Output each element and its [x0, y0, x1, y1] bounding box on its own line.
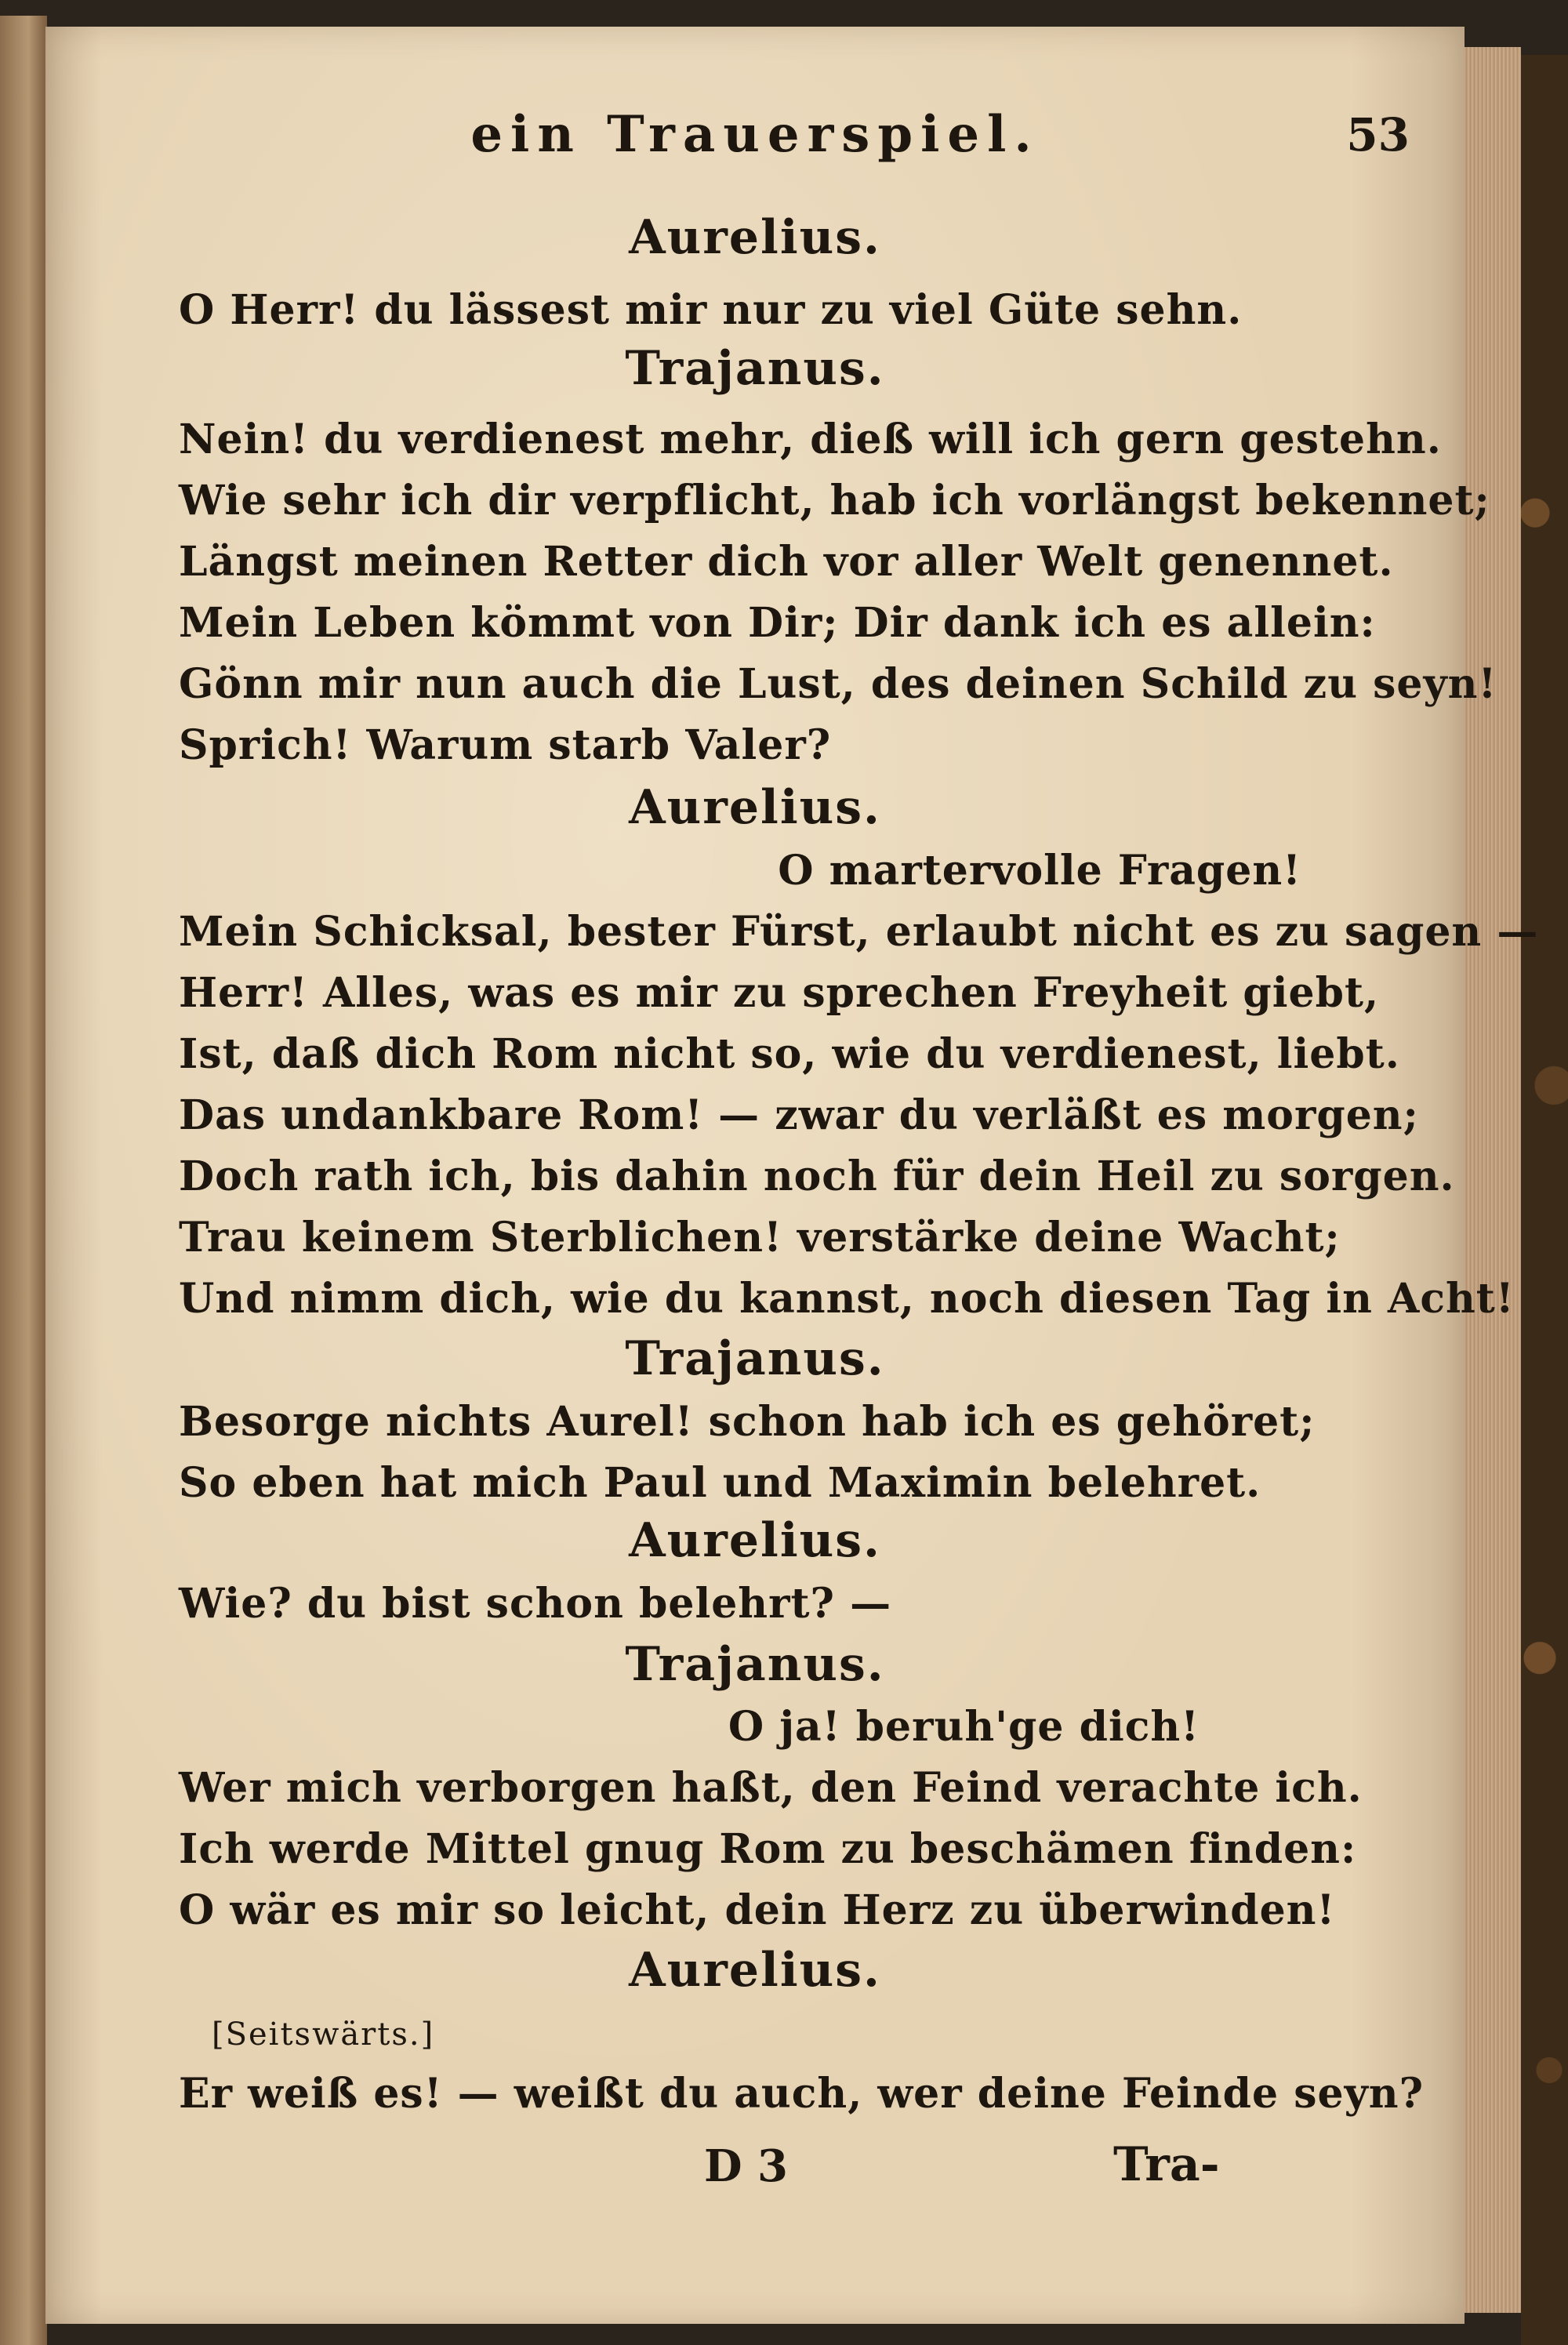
verse-line: Er weiß es! — weißt du auch, wer deine Feinde seyn? — [179, 2070, 1425, 2118]
verse-line: Herr! Alles, was es mir zu sprechen Freyheit giebt, — [179, 969, 1380, 1017]
verse-line: O Herr! du lässest mir nur zu viel Güte sehn. — [179, 286, 1243, 334]
verse-line: Mein Schicksal, bester Fürst, erlaubt nicht es zu sagen — — [179, 908, 1539, 956]
verse-line: Und nimm dich, wie du kannst, noch diesen Tag in Acht! — [179, 1275, 1515, 1323]
stage-direction: [Seitswärts.] — [212, 2016, 435, 2053]
verse-line: Ist, daß dich Rom nicht so, wie du verdienest, liebt. — [179, 1030, 1400, 1078]
page-stack — [1465, 47, 1521, 2313]
verse-line: Sprich! Warum starb Valer? — [179, 721, 832, 769]
book-cover — [1521, 55, 1568, 2345]
verse-line: O martervolle Fragen! — [778, 847, 1301, 895]
verse-line: Trau keinem Sterblichen! verstärke deine Wacht; — [179, 1214, 1341, 1261]
speaker-aurelius: Aurelius. — [629, 780, 881, 835]
verse-line: Doch rath ich, bis dahin noch für dein Heil zu sorgen. — [179, 1153, 1455, 1200]
verse-line: Das undankbare Rom! — zwar du verläßt es morgen; — [179, 1091, 1419, 1139]
verse-line: Gönn mir nun auch die Lust, des deinen Schild zu seyn! — [179, 660, 1497, 708]
verse-line: Wer mich verborgen haßt, den Feind verachte ich. — [179, 1764, 1363, 1812]
speaker-aurelius: Aurelius. — [629, 1943, 881, 1998]
speaker-aurelius: Aurelius. — [629, 1513, 881, 1568]
catchword: Tra- — [1113, 2137, 1220, 2192]
speaker-trajanus: Trajanus. — [625, 341, 885, 396]
page-number: 53 — [1346, 108, 1410, 162]
verse-line: So eben hat mich Paul und Maximin belehret. — [179, 1459, 1261, 1507]
verse-line: Besorge nichts Aurel! schon hab ich es gehöret; — [179, 1398, 1316, 1446]
verse-line: Mein Leben kömmt von Dir; Dir dank ich es allein: — [179, 599, 1376, 647]
running-head — [45, 27, 1465, 164]
left-page-edge — [0, 16, 47, 2345]
verse-line: Wie? du bist schon belehrt? — — [179, 1580, 892, 1628]
speaker-trajanus: Trajanus. — [625, 1637, 885, 1692]
signature-mark: D 3 — [704, 2140, 789, 2192]
speaker-aurelius: Aurelius. — [629, 210, 881, 265]
verse-line: Wie sehr ich dir verpflicht, hab ich vorlängst bekennet; — [179, 477, 1490, 525]
verse-line: O ja! beruh'ge dich! — [728, 1703, 1200, 1751]
verse-line: Ich werde Mittel gnug Rom zu beschämen finden: — [179, 1825, 1357, 1873]
verse-line: Längst meinen Retter dich vor aller Welt genennet. — [179, 538, 1394, 586]
verse-line: O wär es mir so leicht, dein Herz zu überwinden! — [179, 1886, 1336, 1934]
running-title: ein Trauerspiel. — [470, 105, 1040, 164]
verse-line: Nein! du verdienest mehr, dieß will ich gern gestehn. — [179, 416, 1442, 463]
speaker-trajanus: Trajanus. — [625, 1331, 885, 1386]
